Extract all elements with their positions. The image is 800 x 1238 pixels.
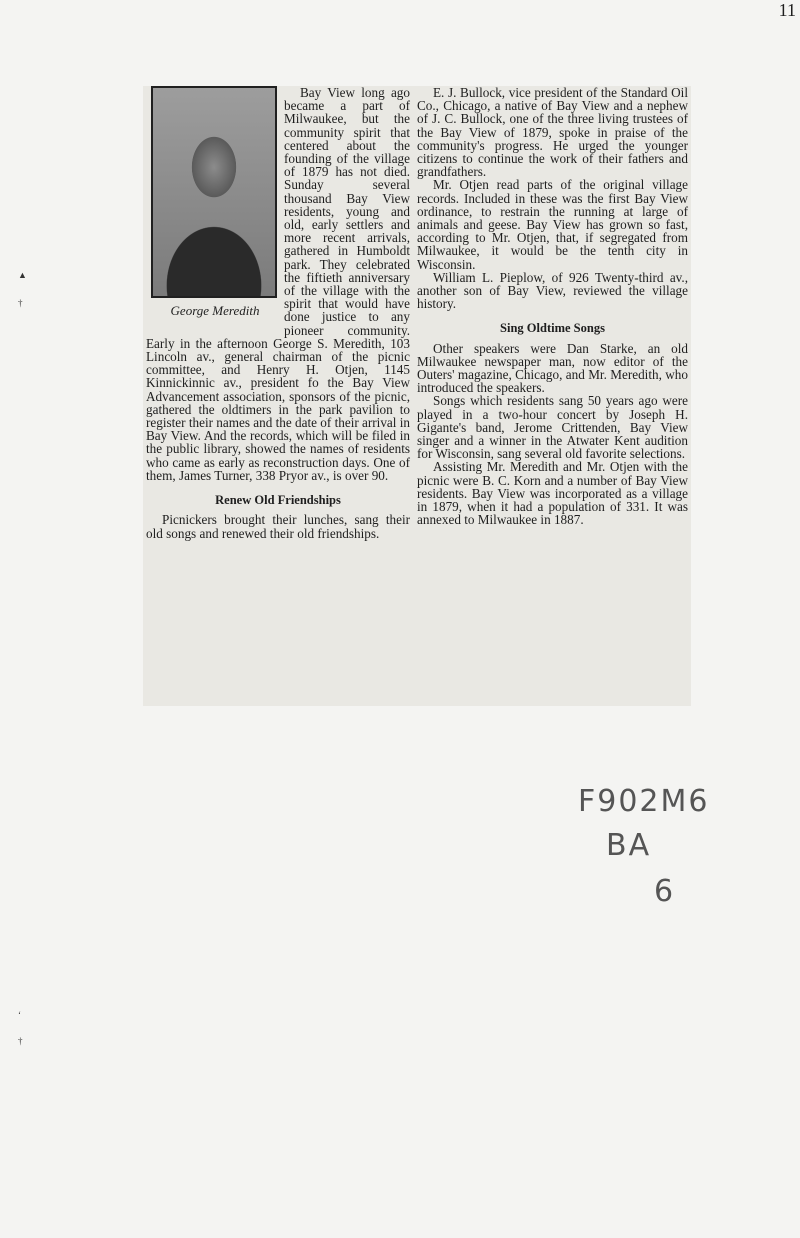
- handwritten-note: BA: [606, 828, 652, 863]
- subheading: Sing Oldtime Songs: [500, 321, 605, 336]
- margin-mark: †: [18, 298, 23, 308]
- margin-mark: †: [18, 1036, 23, 1046]
- article-paragraph: Picnickers brought their lunches, sang their old songs and renewed their old friendships.: [146, 512, 410, 541]
- article-paragraph: Assisting Mr. Meredith and Mr. Otjen with the picnic were B. C. Korn and a number of Bay View residents. Bay View was incorporated as a village in 1879, when it had a population of 331. It was annexed to Milwaukee in 1887.: [417, 459, 688, 528]
- article-paragraph: E. J. Bullock, vice president of the Standard Oil Co., Chicago, a native of Bay View and a nephew of J. C. Bullock, one of the three living trustees of the Bay View of 1879, spoke in praise of the community's progress. He urged the younger citizens to continue the work of their fathers and grandfathers.: [417, 85, 688, 180]
- handwritten-note: 6: [654, 874, 676, 909]
- subheading: Renew Old Friendships: [215, 493, 341, 508]
- right-column: [417, 86, 688, 527]
- article-paragraph: Mr. Otjen read parts of the original village records. Included in these was the first Bay View ordinance, to restrain the running at large of animals and geese. Bay View has grown so fast, according to Mr. Otjen, that, if segregated from Milwaukee, it would be the tenth city in Wisconsin.: [417, 177, 688, 272]
- margin-mark: ‘: [18, 1010, 21, 1020]
- page-number: 11: [778, 0, 796, 20]
- article-paragraph: William L. Pieplow, of 926 Twenty-third av., another son of Bay View, reviewed the village history.: [417, 269, 688, 312]
- article-paragraph: Songs which residents sang 50 years ago were played in a two-hour concert by Joseph H. Gigante's band, Jerome Crittenden, Bay View singer and a winner in the Atwater Kent audition for Wisconsin, sang several old favorite selections.: [417, 393, 688, 462]
- portrait-photo: [151, 86, 277, 298]
- left-column: [146, 86, 410, 540]
- article-paragraph: Other speakers were Dan Starke, an old Milwaukee newspaper man, now editor of the Outers' magazine, Chicago, and Mr. Meredith, who introduced the speakers.: [417, 340, 688, 396]
- newspaper-clipping: [143, 86, 691, 706]
- margin-mark: ▲: [18, 270, 27, 280]
- portrait-block: [151, 86, 279, 334]
- article-paragraph: Bay View long ago became a part of Milwaukee, but the community spirit that centered about the founding of the village of 1879 has not died. Sunday several thousand Bay View residents, young and old, early settlers and more recent arrivals, gathered in Humboldt park. They celebrated the fiftieth anniversary of the village with the spirit that would have done justice to any pioneer community. Early in the afternoon George S. Meredith, 103 Lincoln av., general chairman of the picnic committee, and Henry H. Otjen, 1145 Kinnickinnic av., president fo the Bay View Advancement association, sponsors of the picnic, gathered the oldtimers in the park pavilion to register their names and the date of their arrival in Bay View. And the records, which will be filed in the public library, showed the names of residents who came as early as reconstruction days. One of them, James Turner, 338 Pryor av., is over 90.: [146, 85, 411, 483]
- photo-caption: George Meredith: [170, 303, 260, 318]
- handwritten-note: F902M6: [578, 784, 710, 819]
